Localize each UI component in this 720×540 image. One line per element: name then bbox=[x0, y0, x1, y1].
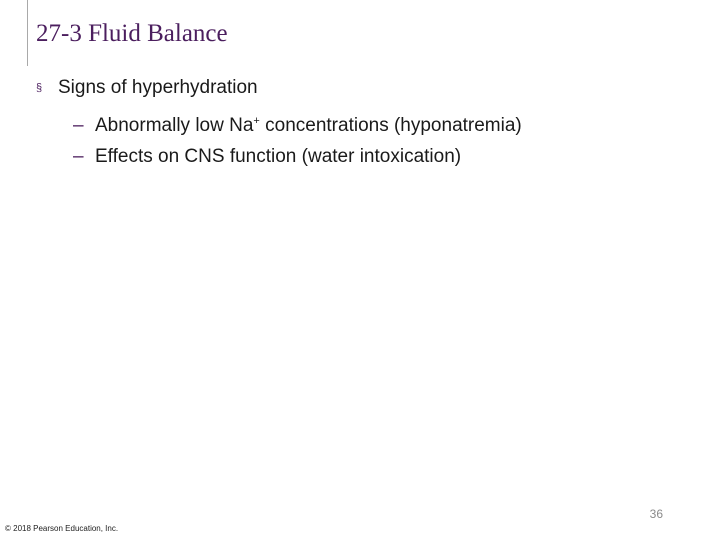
dash-bullet-icon: – bbox=[73, 146, 84, 167]
dash-bullet-icon: – bbox=[73, 115, 84, 136]
bullet-text-part2: concentrations (hyponatremia) bbox=[259, 115, 522, 136]
page-number: 36 bbox=[649, 507, 663, 521]
square-bullet-icon: § bbox=[36, 82, 43, 94]
copyright-footer: © 2018 Pearson Education, Inc. bbox=[5, 524, 119, 533]
bullet-signs-of-hyperhydration bbox=[36, 76, 258, 100]
superscript-plus: + bbox=[253, 115, 260, 127]
bullet-text: Signs of hyperhydration bbox=[58, 77, 258, 98]
bullet-text-part1: Abnormally low Na bbox=[95, 115, 254, 136]
slide-title: 27-3 Fluid Balance bbox=[36, 20, 228, 47]
bullet-text: Effects on CNS function (water intoxication) bbox=[95, 146, 462, 167]
sub-bullet-cns-effects bbox=[73, 145, 461, 169]
sub-bullet-hyponatremia bbox=[73, 109, 522, 138]
title-divider bbox=[27, 0, 28, 66]
